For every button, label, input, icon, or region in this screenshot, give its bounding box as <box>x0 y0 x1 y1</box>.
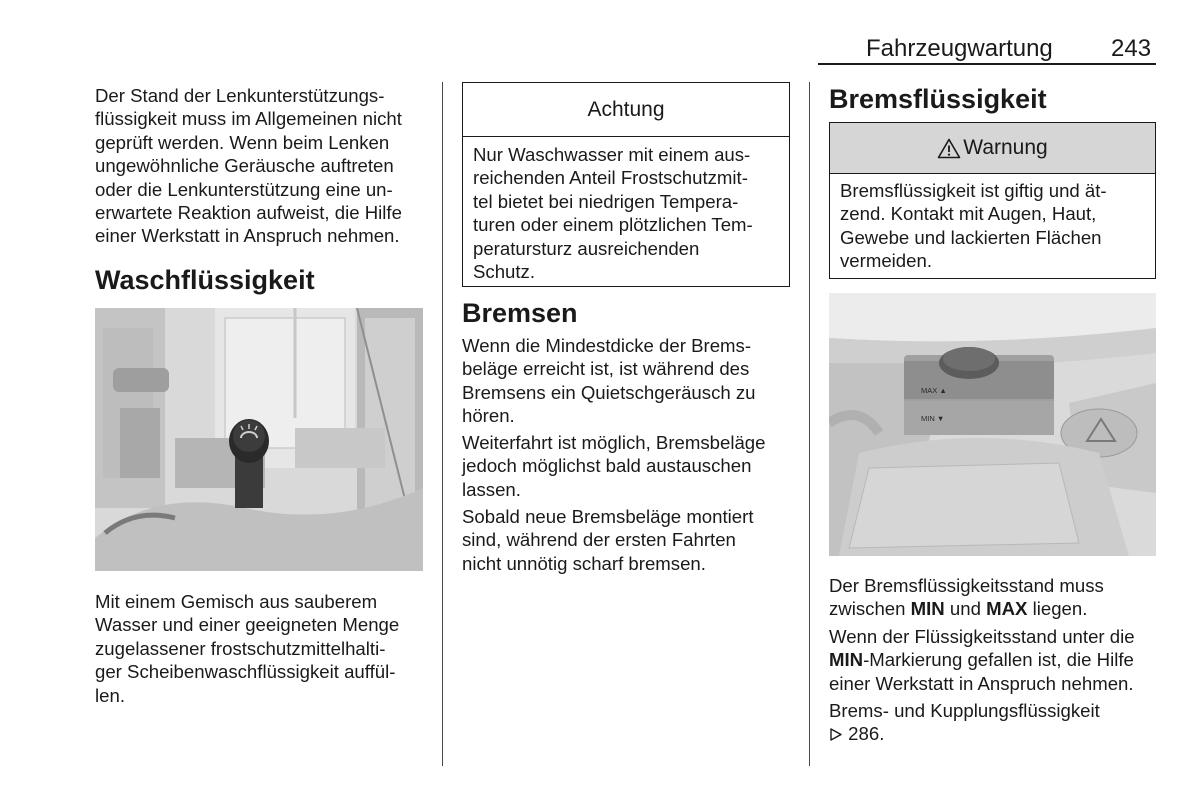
caution-notice-title: Achtung <box>463 83 789 137</box>
washer-fluid-heading: Waschflüssigkeit <box>95 265 315 295</box>
caution-notice-text: Nur Waschwasser mit einem aus- reichenden Anteil Frostschutzmit- tel bietet bei niedrigen Tempera- turen oder einem plötzlichen Tem- peratursturz ausreichenden Schutz. <box>473 144 753 283</box>
brakes-paragraph-1: Wenn die Mindestdicke der Brems- beläge erreicht ist, ist während des Bremsens ein Quietschgeräusch zu hören. <box>462 335 756 427</box>
warning-header <box>830 123 1155 174</box>
warning-text: Bremsflüssigkeit ist giftig und ät- zend. Kontakt mit Augen, Haut, Gewebe und lackierten Flächen vermeiden. <box>840 180 1107 272</box>
page-reference-link[interactable]: 286. <box>848 723 885 745</box>
brakes-heading: Bremsen <box>462 298 578 328</box>
warning-box <box>829 122 1156 279</box>
brake-fluid-paragraph-2: Wenn der Flüssigkeitsstand unter die MIN-Markierung gefallen ist, die Hilfe einer Werkstatt in Anspruch nehmen. <box>829 626 1135 694</box>
column-divider-1 <box>442 82 443 766</box>
brakes-paragraph-3: Sobald neue Bremsbeläge montiert sind, während der ersten Fahrten nicht unnötig scharf bremsen. <box>462 506 754 574</box>
warning-title: Warnung <box>963 136 1048 159</box>
page-reference-icon <box>829 728 843 741</box>
section-title: Fahrzeugwartung <box>866 35 1053 62</box>
reservoir-max-mark: MAX ▲ <box>921 386 947 395</box>
washer-reservoir-photo <box>95 308 423 571</box>
steering-fluid-paragraph: Der Stand der Lenkunterstützungs- flüssigkeit muss im Allgemeinen nicht geprüft werden. Wenn beim Lenken ungewöhnliche Geräusche auftreten oder die Lenkunterstützung eine un- erwartete Reaktion aufweist, die Hilfe einer Werkstatt in Anspruch nehmen. <box>95 85 402 247</box>
header-rule <box>818 63 1156 65</box>
brake-fluid-paragraph-3: Brems- und Kupplungsflüssigkeit 286. <box>829 700 1100 745</box>
brake-fluid-heading: Bremsflüssigkeit <box>829 84 1047 114</box>
warning-triangle-icon <box>937 138 961 159</box>
column-divider-2 <box>809 82 810 766</box>
brake-fluid-paragraph-1: Der Bremsflüssigkeitsstand muss zwischen MIN und MAX liegen. <box>829 575 1104 620</box>
brake-fluid-reservoir-photo <box>829 293 1156 556</box>
reservoir-min-mark: MIN ▼ <box>921 414 945 423</box>
caution-notice-box <box>462 82 790 287</box>
page-number: 243 <box>1111 35 1152 62</box>
washer-fluid-paragraph: Mit einem Gemisch aus sauberem Wasser und einer geeigneten Menge zugelassener frostschutzmittelhalti- ger Scheibenwaschflüssigkeit auffül- len. <box>95 591 400 706</box>
brakes-paragraph-2: Weiterfahrt ist möglich, Bremsbeläge jedoch möglichst bald austauschen lassen. <box>462 432 766 500</box>
